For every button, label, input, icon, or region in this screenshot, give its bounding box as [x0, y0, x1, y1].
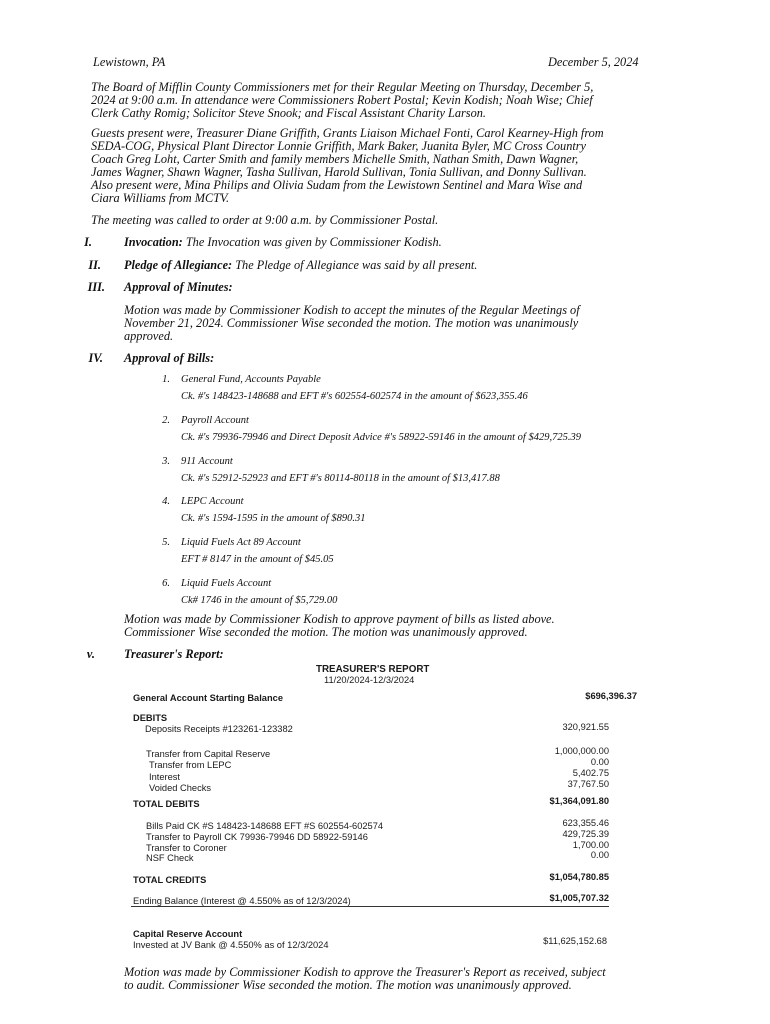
report-period: 11/20/2024-12/3/2024 — [324, 675, 415, 685]
item-number-iv: IV. — [88, 351, 103, 365]
bill-detail: Ck# 1746 in the amount of $5,729.00 — [181, 595, 338, 606]
bill-title: LEPC Account — [181, 496, 244, 507]
table-row-value: 429,725.39 — [562, 829, 609, 839]
item-number-ii: II. — [88, 258, 101, 272]
bill-number: 6. — [162, 578, 170, 589]
guests-line: Coach Greg Loht, Carter Smith and family members Michelle Smith, Nathan Smith, Dawn Wagner, — [91, 152, 579, 166]
bill-detail: Ck. #'s 1594-1595 in the amount of $890.31 — [181, 513, 366, 524]
attendance-line: The Board of Mifflin County Commissioners met for their Regular Meeting on Thursday, December 5, — [91, 80, 594, 94]
total-debits-value: $1,364,091.80 — [549, 796, 609, 806]
debits-heading: DEBITS — [133, 713, 168, 723]
total-debits-label: TOTAL DEBITS — [133, 799, 200, 809]
total-credits-label: TOTAL CREDITS — [133, 875, 207, 885]
item-title: Invocation: — [124, 235, 183, 249]
table-row-label: Transfer to Coroner — [146, 843, 227, 853]
motion-line: November 21, 2024. Commissioner Wise seconded the motion. The motion was unanimously — [124, 316, 579, 330]
bill-detail: Ck. #'s 52912-52923 and EFT #'s 80114-80118 in the amount of $13,417.88 — [181, 473, 500, 484]
deposits-value: 320,921.55 — [562, 722, 609, 732]
item-pledge — [124, 259, 477, 272]
capital-reserve-label: Invested at JV Bank @ 4.550% as of 12/3/2024 — [133, 940, 329, 950]
bill-title: Liquid Fuels Account — [181, 578, 272, 589]
bill-title: Payroll Account — [181, 415, 249, 426]
table-row-label: Bills Paid CK #S 148423-148688 EFT #S 602554-602574 — [146, 821, 384, 831]
total-credits-value: $1,054,780.85 — [549, 872, 609, 882]
guests-line: Ciara Williams from MCTV. — [91, 191, 230, 205]
table-row-label: Transfer from LEPC — [149, 760, 232, 770]
attendance-line: 2024 at 9:00 a.m. In attendance were Commissioners Robert Postal; Kevin Kodish; Noah Wise; Chief — [91, 93, 593, 107]
item-title: Pledge of Allegiance: — [124, 258, 233, 272]
bill-detail: Ck. #'s 148423-148688 and EFT #'s 602554-602574 in the amount of $623,355.46 — [181, 391, 528, 402]
motion-line: Motion was made by Commissioner Kodish to approve payment of bills as listed above. — [124, 612, 555, 626]
bill-number: 4. — [162, 496, 170, 507]
table-row-value: 5,402.75 — [572, 768, 609, 778]
table-row-label: Transfer to Payroll CK 79936-79946 DD 58922-59146 — [146, 832, 368, 842]
table-row-value: 1,700.00 — [572, 840, 609, 850]
ending-balance-value: $1,005,707.32 — [549, 893, 609, 903]
bill-detail: EFT # 8147 in the amount of $45.05 — [181, 554, 334, 565]
motion-line: Motion was made by Commissioner Kodish to approve the Treasurer's Report as received, subject — [124, 965, 606, 979]
item-text: The Pledge of Allegiance was said by all present. — [232, 258, 478, 272]
table-row-value: 623,355.46 — [562, 818, 609, 828]
guests-line: Also present were, Mina Philips and Olivia Sudam from the Lewistown Sentinel and Mara Wise and — [91, 178, 583, 192]
deposits-label: Deposits Receipts #123261-123382 — [145, 724, 293, 734]
table-row-value: 37,767.50 — [567, 779, 609, 789]
item-title: Treasurer's Report: — [124, 647, 224, 661]
meeting-date: December 5, 2024 — [548, 55, 639, 69]
table-row-value: 0.00 — [590, 850, 609, 860]
item-number-i: I. — [84, 235, 92, 249]
location: Lewistown, PA — [93, 55, 166, 69]
capital-reserve-value: $11,625,152.68 — [543, 936, 607, 946]
attendance-line: Clerk Cathy Romig; Solicitor Steve Snook; and Fiscal Assistant Charity Larson. — [91, 106, 486, 120]
ending-balance-label: Ending Balance (Interest @ 4.550% as of 12/3/2024) — [133, 896, 351, 906]
starting-balance-label: General Account Starting Balance — [133, 693, 283, 703]
guests-line: James Wagner, Shawn Wagner, Tasha Sullivan, Harold Sullivan, Tonia Sullivan, and Donny Sullivan. — [91, 165, 587, 179]
item-text: The Invocation was given by Commissioner Kodish. — [182, 235, 442, 249]
bill-number: 1. — [162, 374, 170, 385]
table-row-label: NSF Check — [146, 853, 194, 863]
motion-line: Commissioner Wise seconded the motion. The motion was unanimously approved. — [124, 625, 528, 639]
guests-line: Guests present were, Treasurer Diane Griffith, Grants Liaison Michael Fonti, Carol Kearney-High from — [91, 126, 604, 140]
motion-line: to audit. Commissioner Wise seconded the motion. The motion was unanimously approved. — [124, 978, 572, 992]
item-title: Approval of Minutes: — [124, 280, 233, 294]
call-to-order: The meeting was called to order at 9:00 a.m. by Commissioner Postal. — [91, 213, 439, 227]
bill-title: Liquid Fuels Act 89 Account — [181, 537, 301, 548]
bill-title: General Fund, Accounts Payable — [181, 374, 321, 385]
table-row-value: 0.00 — [590, 757, 609, 767]
item-number-iii: III. — [87, 280, 105, 294]
capital-reserve-heading: Capital Reserve Account — [133, 929, 243, 939]
report-title: TREASURER'S REPORT — [316, 664, 430, 675]
item-title: Approval of Bills: — [124, 351, 215, 365]
bill-number: 3. — [162, 456, 170, 467]
bill-number: 2. — [162, 415, 170, 426]
guests-line: SEDA-COG, Physical Plant Director Lonnie Griffith, Mark Baker, Juanita Byler, MC Cross Country — [91, 139, 587, 153]
item-invocation — [124, 236, 442, 249]
bill-title: 911 Account — [181, 456, 233, 467]
table-row-value: 1,000,000.00 — [554, 746, 609, 756]
ending-balance-rule — [131, 906, 609, 907]
bill-number: 5. — [162, 537, 170, 548]
item-number-v: v. — [86, 647, 95, 661]
table-row-label: Transfer from Capital Reserve — [146, 749, 271, 759]
table-row-label: Voided Checks — [149, 783, 212, 793]
bill-detail: Ck. #'s 79936-79946 and Direct Deposit Advice #'s 58922-59146 in the amount of $429,725.39 — [181, 432, 581, 443]
table-row-label: Interest — [149, 772, 181, 782]
starting-balance-value: $696,396.37 — [585, 691, 637, 701]
motion-line: approved. — [124, 329, 174, 343]
motion-line: Motion was made by Commissioner Kodish to accept the minutes of the Regular Meetings of — [124, 303, 580, 317]
